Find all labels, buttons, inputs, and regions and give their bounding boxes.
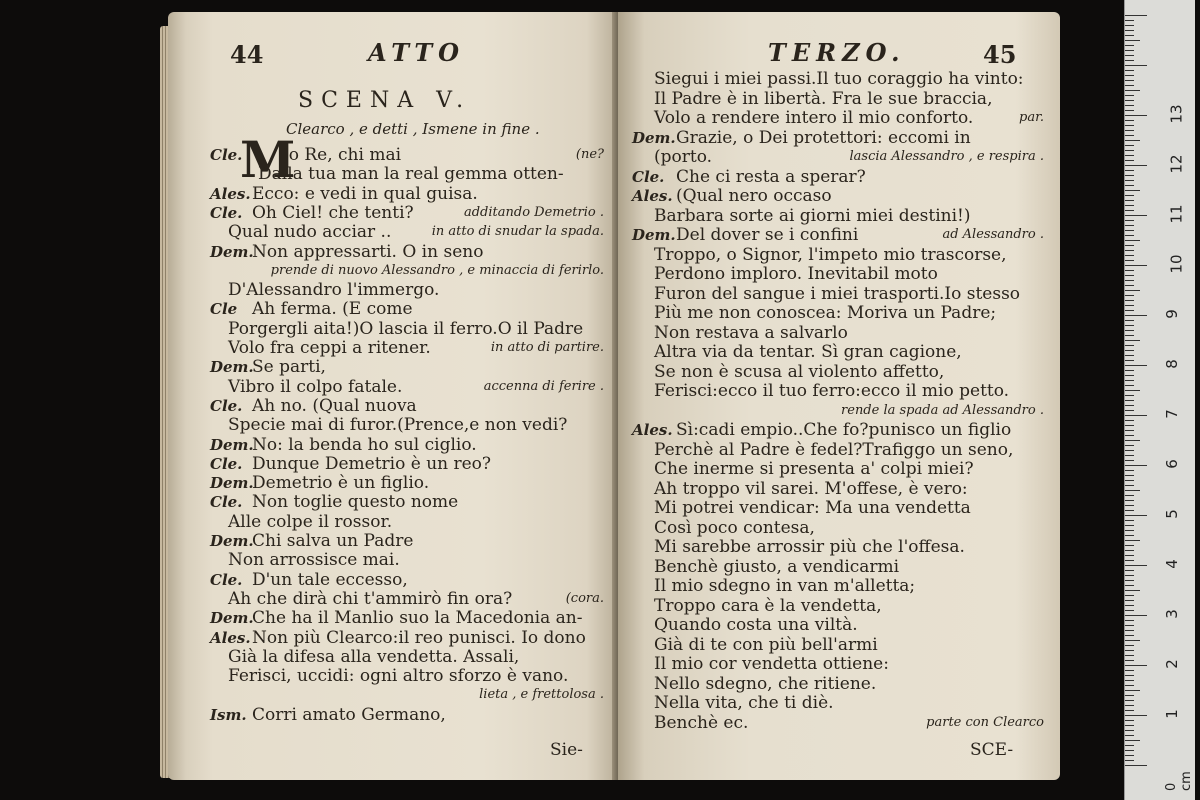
ruler-tick	[1125, 240, 1140, 241]
ruler-tick	[1125, 740, 1140, 741]
ruler-tick	[1125, 400, 1134, 401]
ruler-tick	[1125, 20, 1134, 21]
verse-text: Altra via da tentar. Sì gran cagione,	[654, 342, 962, 362]
ruler-tick	[1125, 305, 1134, 306]
ruler-tick	[1125, 230, 1134, 231]
verse-text: Se non è scusa al violento affetto,	[654, 361, 945, 382]
ruler-tick	[1125, 120, 1134, 121]
ruler-tick	[1125, 750, 1134, 751]
ruler-tick	[1125, 660, 1134, 661]
ruler-tick	[1125, 130, 1134, 131]
ruler-tick	[1125, 425, 1134, 426]
verse-text: Del dover se i confini	[676, 225, 859, 245]
ruler-tick	[1125, 15, 1147, 16]
ruler-tick	[1125, 175, 1134, 176]
ruler-tick	[1125, 410, 1134, 411]
ruler-tick	[1125, 250, 1134, 251]
ruler-tick	[1125, 635, 1134, 636]
ruler-tick	[1125, 360, 1134, 361]
stage-direction: in atto di snudar la spada.	[431, 224, 604, 240]
page-number-right: 45	[983, 40, 1017, 69]
verse-text: Perchè al Padre è fedel?Trafiggo un seno,	[654, 439, 1014, 460]
ruler-tick	[1125, 115, 1147, 116]
ruler-tick	[1125, 340, 1140, 341]
ruler-tick	[1125, 85, 1134, 86]
ruler-tick	[1125, 505, 1134, 506]
verse-text: (Qual nero occaso	[676, 186, 832, 206]
ruler-tick	[1125, 495, 1134, 496]
speaker-label: Cle.	[210, 396, 243, 415]
ruler-tick	[1125, 540, 1140, 541]
ruler-tick	[1125, 290, 1140, 291]
ruler-tick	[1125, 330, 1134, 331]
ruler-tick	[1125, 385, 1134, 386]
verse-text: Dunque Demetrio è un reo?	[252, 453, 492, 474]
ruler-tick	[1125, 75, 1134, 76]
verse-text: (porto.	[654, 147, 713, 167]
ruler-tick	[1125, 490, 1140, 491]
speaker-label: Ales.	[210, 628, 251, 647]
ruler-tick	[1125, 455, 1134, 456]
ruler-tick	[1125, 185, 1134, 186]
ruler-tick	[1125, 710, 1134, 711]
ruler-tick	[1125, 560, 1134, 561]
ruler-tick	[1125, 255, 1134, 256]
verse-text: Dalla tua man la real gemma otten-	[258, 164, 564, 185]
ruler-tick	[1125, 65, 1147, 66]
ruler-tick	[1125, 460, 1134, 461]
ruler-tick	[1125, 125, 1134, 126]
verse-text: Perdono imploro. Inevitabil moto	[654, 264, 938, 284]
speaker-label: Ales.	[632, 421, 673, 439]
verse-text: Barbara sorte ai giorni miei destini!)	[654, 205, 971, 226]
ruler-tick	[1125, 500, 1134, 501]
running-header-right: TERZO.	[768, 38, 906, 67]
stage-direction: additando Demetrio .	[463, 204, 604, 220]
ruler-tick	[1125, 605, 1134, 606]
verse-text: Se parti,	[252, 357, 326, 378]
ruler-tick	[1125, 515, 1147, 516]
ruler-tick	[1125, 530, 1134, 531]
verse-line	[168, 704, 618, 726]
ruler-tick	[1125, 695, 1134, 696]
ruler-tick	[1125, 735, 1134, 736]
ruler-tick	[1125, 555, 1134, 556]
verse-text: Ecco: e vedi in qual guisa.	[252, 183, 478, 204]
ruler-tick	[1125, 420, 1134, 421]
ruler-tick	[1125, 210, 1134, 211]
ruler-tick	[1125, 465, 1147, 466]
ruler-tick	[1125, 620, 1134, 621]
ruler-number: 5	[1162, 509, 1181, 519]
verse-text: Troppo, o Signor, l'impeto mio trascorse,	[654, 244, 1007, 265]
ruler-tick	[1125, 95, 1134, 96]
verse-text: No: la benda ho sul ciglio.	[252, 434, 477, 455]
speaker-label: Dem.	[210, 609, 254, 628]
ruler-tick	[1125, 655, 1134, 656]
ruler-tick	[1125, 160, 1134, 161]
ruler-tick	[1125, 450, 1134, 451]
verse-text: Volo fra ceppi a ritener.	[228, 338, 431, 358]
verse-text: Grazie, o Dei protettori: eccomi in	[676, 127, 971, 148]
verse-text: D'un tale eccesso,	[252, 569, 408, 590]
ruler-tick	[1125, 245, 1134, 246]
verse-text: Sì:cadi empio..Che fo?punisco un figlio	[676, 420, 1012, 440]
verse-line	[618, 712, 1060, 734]
speaker-label: Dem.	[210, 242, 254, 261]
verse-text: Porgergli aita!)O lascia il ferro.O il Padre	[228, 318, 584, 339]
ruler-tick	[1125, 545, 1134, 546]
stage-direction: in atto di partire.	[490, 340, 604, 355]
verse-text: Volo a rendere intero il mio conforto.	[654, 108, 974, 128]
ruler-tick	[1125, 670, 1134, 671]
ruler-tick	[1125, 310, 1134, 311]
ruler-tick	[1125, 355, 1134, 356]
measurement-ruler	[1124, 0, 1195, 800]
verse-text: Che ha il Manlio suo la Macedonia an-	[252, 608, 583, 629]
verse-text: Non più Clearco:il reo punisci. Io dono	[252, 627, 586, 648]
ruler-tick	[1125, 645, 1134, 646]
ruler-tick	[1125, 105, 1134, 106]
ruler-tick	[1125, 650, 1134, 651]
ruler-tick	[1125, 680, 1134, 681]
verse-text: Specie mai di furor.(Prence,e non vedi?	[228, 415, 568, 436]
ruler-tick	[1125, 200, 1134, 201]
ruler-tick	[1125, 300, 1134, 301]
ruler-tick	[1125, 535, 1134, 536]
verse-text: Non arrossisce mai.	[228, 550, 400, 571]
ruler-tick	[1125, 615, 1147, 616]
verse-text: Benchè ec.	[654, 712, 749, 733]
ruler-tick	[1125, 470, 1134, 471]
verse-text: Mi sarebbe arrossir più che l'offesa.	[654, 537, 965, 557]
ruler-tick	[1125, 480, 1134, 481]
ruler-number: 6	[1162, 459, 1181, 469]
drop-cap: M	[240, 130, 296, 189]
ruler-tick	[1125, 45, 1134, 46]
catchword-left: Sie-	[550, 740, 583, 760]
ruler-tick	[1125, 40, 1140, 41]
ruler-tick	[1125, 600, 1134, 601]
ruler-number: 2	[1162, 659, 1181, 669]
ruler-tick	[1125, 630, 1134, 631]
verse-text: Demetrio è un figlio.	[252, 473, 430, 494]
stage-direction: lascia Alessandro , e respira .	[849, 149, 1044, 164]
ruler-tick	[1125, 260, 1134, 261]
ruler-tick	[1125, 295, 1134, 296]
ruler-tick	[1125, 205, 1134, 206]
speaker-label: Dem.	[210, 358, 254, 377]
verse-text: Che ci resta a sperar?	[676, 166, 866, 187]
ruler-tick	[1125, 335, 1134, 336]
stage-direction: (cora.	[565, 590, 604, 606]
ruler-tick	[1125, 215, 1147, 216]
stage-direction: (ne?	[575, 147, 604, 162]
stage-direction: prende di nuovo Alessandro , e minaccia di ferirlo.	[270, 262, 604, 278]
ruler-tick	[1125, 430, 1134, 431]
ruler-tick	[1125, 225, 1134, 226]
page-number-left: 44	[230, 40, 264, 69]
ruler-tick	[1125, 765, 1147, 766]
verse-text: Io Re, chi mai	[282, 145, 402, 165]
verse-text: Nella vita, che ti diè.	[654, 693, 834, 713]
scene-title: SCENA V.	[298, 88, 472, 113]
ruler-tick	[1125, 595, 1134, 596]
ruler-tick	[1125, 565, 1147, 566]
ruler-tick	[1125, 55, 1134, 56]
ruler-tick	[1125, 755, 1134, 756]
verse-text: Oh Ciel! che tenti?	[252, 202, 414, 223]
ruler-tick	[1125, 25, 1134, 26]
ruler-tick	[1125, 50, 1134, 51]
ruler-number: 11	[1167, 204, 1186, 224]
ruler-tick	[1125, 415, 1147, 416]
ruler-tick	[1125, 485, 1134, 486]
ruler-tick	[1125, 390, 1140, 391]
ruler-number: 13	[1167, 104, 1186, 124]
ruler-tick	[1125, 525, 1134, 526]
ruler-tick	[1125, 720, 1134, 721]
ruler-tick	[1125, 610, 1134, 611]
ruler-tick	[1125, 110, 1134, 111]
verse-text: Corri amato Germano,	[252, 704, 446, 725]
ruler-tick	[1125, 550, 1134, 551]
stage-direction: accenna di ferire .	[483, 378, 604, 394]
verse-text: Già di te con più bell'armi	[654, 634, 878, 655]
ruler-tick	[1125, 640, 1140, 641]
ruler-tick	[1125, 370, 1134, 371]
ruler-tick	[1125, 165, 1147, 166]
verse-text: Furon del sangue i miei trasporti.Io stesso	[654, 283, 1021, 304]
speaker-label: Dem.	[210, 474, 254, 493]
ruler-tick	[1125, 445, 1134, 446]
left-page	[168, 12, 618, 780]
verse-text: Il Padre è in libertà. Fra le sue braccia,	[654, 88, 993, 109]
ruler-number: 9	[1162, 309, 1181, 319]
ruler-tick	[1125, 60, 1134, 61]
verse-text: Ah troppo vil sarei. M'offese, è vero:	[654, 478, 968, 499]
verse-text: Siegui i miei passi.Il tuo coraggio ha vinto:	[654, 69, 1024, 89]
ruler-tick	[1125, 135, 1134, 136]
stage-direction: parte con Clearco	[926, 714, 1044, 730]
ruler-tick	[1125, 520, 1134, 521]
ruler-tick	[1125, 685, 1134, 686]
speaker-label: Cle	[210, 300, 238, 319]
ruler-tick	[1125, 700, 1134, 701]
verse-text: Alle colpe il rossor.	[228, 511, 393, 532]
speaker-label: Dem.	[632, 226, 676, 244]
running-header-left: ATTO	[368, 38, 466, 67]
verse-text: Più me non conoscea: Moriva un Padre;	[654, 303, 997, 323]
ruler-tick	[1125, 315, 1147, 316]
verse-text: Ferisci, uccidi: ogni altro sforzo è vano.	[228, 666, 569, 687]
ruler-tick	[1125, 150, 1134, 151]
ruler-tick	[1125, 725, 1134, 726]
ruler-tick	[1125, 90, 1140, 91]
ruler-tick	[1125, 405, 1134, 406]
verse-text: Troppo cara è la vendetta,	[654, 595, 882, 616]
ruler-tick	[1125, 570, 1134, 571]
ruler-number: 8	[1162, 359, 1181, 369]
ruler-number: 10	[1167, 254, 1186, 274]
ruler-tick	[1125, 625, 1134, 626]
ruler-tick	[1125, 350, 1134, 351]
scene-characters: Clearco , e detti , Ismene in fine .	[286, 120, 540, 138]
verse-text: Ah che dirà chi t'ammirò fin ora?	[228, 588, 513, 609]
ruler-tick	[1125, 325, 1134, 326]
ruler-tick	[1125, 475, 1134, 476]
ruler-tick	[1125, 510, 1134, 511]
ruler-tick	[1125, 145, 1134, 146]
ruler-tick	[1125, 365, 1147, 366]
verse-text: Chi salva un Padre	[252, 531, 414, 551]
ruler-number: 12	[1167, 154, 1186, 174]
verse-text: Così poco contesa,	[654, 517, 815, 538]
ruler-tick	[1125, 665, 1147, 666]
speaker-label: Ism.	[210, 705, 247, 724]
speaker-label: Ales.	[210, 184, 251, 203]
ruler-tick	[1125, 280, 1134, 281]
catchword-right: SCE-	[970, 740, 1014, 760]
ruler-unit-label: 0 cm	[1164, 771, 1194, 791]
right-page	[618, 12, 1060, 780]
ruler-tick	[1125, 320, 1134, 321]
stage-direction: lieta , e frettolosa .	[479, 687, 604, 703]
verse-text: Non appressarti. O in seno	[252, 241, 484, 262]
ruler-tick	[1125, 30, 1134, 31]
verse-text: Il mio sdegno in van m'alletta;	[654, 576, 916, 596]
ruler-tick	[1125, 745, 1134, 746]
ruler-tick	[1125, 190, 1140, 191]
verse-text: Vibro il colpo fatale.	[228, 376, 403, 397]
speaker-label: Cle.	[210, 570, 243, 589]
speaker-label: Dem.	[210, 532, 254, 550]
speaker-label: Cle.	[210, 454, 243, 473]
stage-direction: rende la spada ad Alessandro .	[841, 402, 1044, 418]
ruler-tick	[1125, 70, 1134, 71]
speaker-label: Cle.	[210, 146, 243, 164]
ruler-tick	[1125, 380, 1134, 381]
ruler-tick	[1125, 730, 1134, 731]
verse-text: Già la difesa alla vendetta. Assali,	[228, 646, 520, 667]
speaker-label: Dem.	[632, 128, 676, 147]
ruler-tick	[1125, 575, 1134, 576]
ruler-tick	[1125, 675, 1134, 676]
ruler-tick	[1125, 265, 1147, 266]
ruler-tick	[1125, 580, 1134, 581]
ruler-number: 4	[1162, 559, 1181, 569]
ruler-tick	[1125, 690, 1140, 691]
verse-text: Che inerme si presenta a' colpi miei?	[654, 459, 974, 479]
ruler-tick	[1125, 395, 1134, 396]
ruler-tick	[1125, 375, 1134, 376]
ruler-tick	[1125, 80, 1134, 81]
ruler-number: 3	[1162, 609, 1181, 619]
verse-text: Non toglie questo nome	[252, 492, 459, 513]
speaker-label: Cle.	[210, 203, 243, 222]
speaker-label: Dem.	[210, 435, 254, 454]
ruler-tick	[1125, 140, 1140, 141]
speaker-label: Ales.	[632, 187, 673, 205]
verse-text: Qual nudo acciar ..	[228, 222, 392, 243]
ruler-number: 7	[1162, 409, 1181, 419]
open-book	[168, 12, 1060, 780]
ruler-tick	[1125, 705, 1134, 706]
verse-text: Ah ferma. (E come	[252, 299, 413, 320]
verse-text: D'Alessandro l'immergo.	[228, 280, 440, 301]
verse-text: Ferisci:ecco il tuo ferro:ecco il mio petto.	[654, 381, 1010, 401]
ruler-number: 1	[1162, 709, 1181, 719]
ruler-tick	[1125, 275, 1134, 276]
ruler-tick	[1125, 220, 1134, 221]
stage-direction: par.	[1019, 110, 1044, 125]
ruler-tick	[1125, 285, 1134, 286]
ruler-tick	[1125, 590, 1140, 591]
speaker-label: Cle.	[210, 493, 243, 512]
stage-direction: ad Alessandro .	[942, 227, 1044, 242]
ruler-tick	[1125, 585, 1134, 586]
verse-text: Quando costa una viltà.	[654, 615, 858, 635]
verse-text: Nello sdegno, che ritiene.	[654, 673, 877, 694]
verse-text: Non restava a salvarlo	[654, 322, 848, 343]
verse-text: Ah no. (Qual nuova	[252, 395, 417, 416]
ruler-tick	[1125, 235, 1134, 236]
ruler-tick	[1125, 270, 1134, 271]
verse-text: Mi potrei vendicar: Ma una vendetta	[654, 498, 971, 518]
ruler-tick	[1125, 715, 1147, 716]
ruler-tick	[1125, 435, 1134, 436]
ruler-tick	[1125, 195, 1134, 196]
speaker-label: Cle.	[632, 167, 665, 186]
verse-text: Il mio cor vendetta ottiene:	[654, 654, 889, 674]
verse-text: Benchè giusto, a vendicarmi	[654, 556, 900, 577]
ruler-tick	[1125, 100, 1134, 101]
ruler-tick	[1125, 180, 1134, 181]
ruler-tick	[1125, 440, 1140, 441]
ruler-tick	[1125, 345, 1134, 346]
ruler-tick	[1125, 35, 1134, 36]
ruler-tick	[1125, 760, 1134, 761]
ruler-tick	[1125, 170, 1134, 171]
ruler-tick	[1125, 155, 1134, 156]
